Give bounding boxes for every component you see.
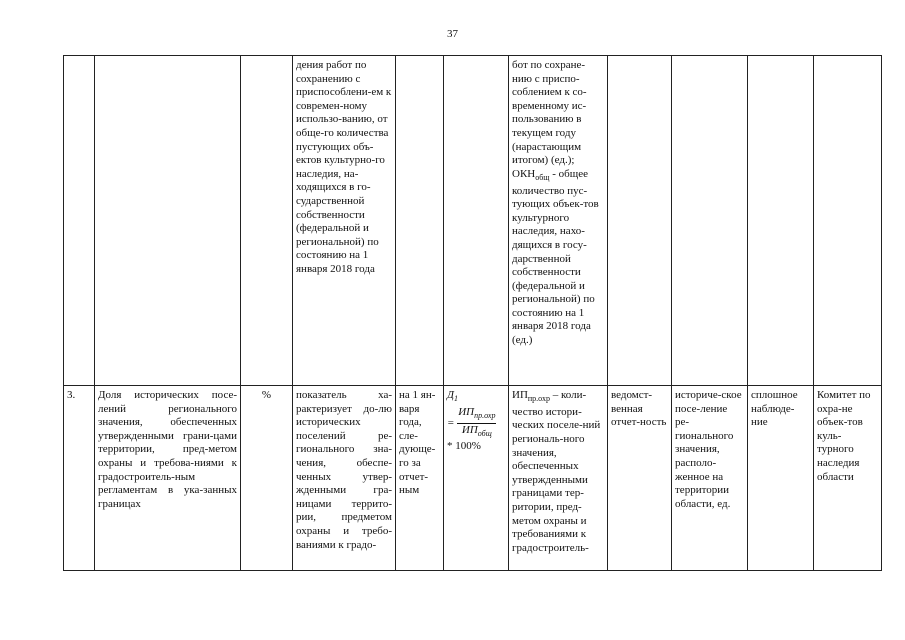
- cell-method-empty: [748, 56, 814, 386]
- formula-lhs: Д: [447, 389, 454, 401]
- cell-variables: [509, 386, 608, 571]
- cell-unit: %: [241, 386, 293, 571]
- cell-period-empty: [396, 56, 444, 386]
- cell-responsible-empty: [814, 56, 882, 386]
- page-number: 37: [447, 28, 458, 40]
- formula-denominator-sub: общ: [477, 428, 492, 438]
- variables-text: – коли-чество истори-ческих поселе-ний региональ-ного значения, обеспеченных утвержденными границами тер-ритории, пред-метом охраны и требованиями к градостроитель-: [512, 389, 601, 554]
- cell-source-empty: [608, 56, 672, 386]
- cell-unit-empty: [241, 56, 293, 386]
- formula-multiplier: * 100%: [447, 440, 481, 453]
- okn-symbol: ОКН: [512, 167, 536, 180]
- cell-formula-empty: [444, 56, 509, 386]
- cell-responsible: Комитет по охра-не объек-тов куль-турного наследия области: [814, 386, 882, 571]
- ip-symbol: ИП: [512, 389, 528, 401]
- cell-variables-continued: [509, 56, 608, 386]
- cell-row-number: 3.: [64, 386, 95, 571]
- formula-denominator: ИП: [461, 423, 478, 436]
- formula: [447, 389, 505, 454]
- cell-method: сплошное наблюде-ние: [748, 386, 814, 571]
- cell-period: на 1 ян-варя года, сле-дующе-го за отчет-ным: [396, 386, 444, 571]
- table-row-continued: [64, 56, 882, 386]
- table-row-indicator-3: [64, 386, 882, 571]
- cell-definition-continued: дения работ по сохранению с приспособлени-ем к современ-ному использо-ванию, от обще-го количества пустующих объ-ектов культурно-го наследия, на-ходящихся в го-сударственной собственности (федеральной и региональной) по состоянию на 1 января 2018 года: [293, 56, 396, 386]
- formula-equals: =: [447, 416, 455, 429]
- cell-base-empty: [672, 56, 748, 386]
- formula-numerator: ИП: [458, 405, 475, 418]
- ip-subscript: пр.охр: [527, 394, 550, 404]
- cell-formula: [444, 386, 509, 571]
- cell-base: историче-ское посе-ление ре-гионального значения, располо-женное на территории области, ед.: [672, 386, 748, 571]
- cell-name-empty: [95, 56, 241, 386]
- cell-source: ведомст-венная отчет-ность: [608, 386, 672, 571]
- variables-text-b: - общее количество пус-тующих объек-тов культурного наследия, нахо-дящихся в госу-дарственной собственности (федеральной и региональной) по состоянию на 1 января 2018 года (ед.): [512, 167, 599, 347]
- cell-indicator-name: Доля исторических посе-лений регионального значения, обеспеченных утвержденными грани-цами территории, пред-метом охраны и требова-ниями к градостроитель-ным регламентам в ука-занных границах: [95, 386, 241, 571]
- variables-text-a: бот по сохране-нию с приспо-соблением к со-временному ис-пользованию в текущем году (нарастающим итогом) (ед.);: [512, 59, 587, 167]
- indicators-table: [63, 55, 882, 571]
- cell-num-empty: [64, 56, 95, 386]
- formula-fraction: [457, 406, 496, 441]
- formula-numerator-sub: пр.охр: [474, 410, 496, 420]
- cell-definition: показатель ха-рактеризует до-лю исторических поселений ре-гионального зна-чения, обеспе-ченных утвер-жденными гра-ницами террито-рии, предметом охраны и требо-ваниями к градо-: [293, 386, 396, 571]
- okn-subscript: общ: [535, 172, 550, 182]
- formula-lhs-sub: 1: [454, 394, 458, 404]
